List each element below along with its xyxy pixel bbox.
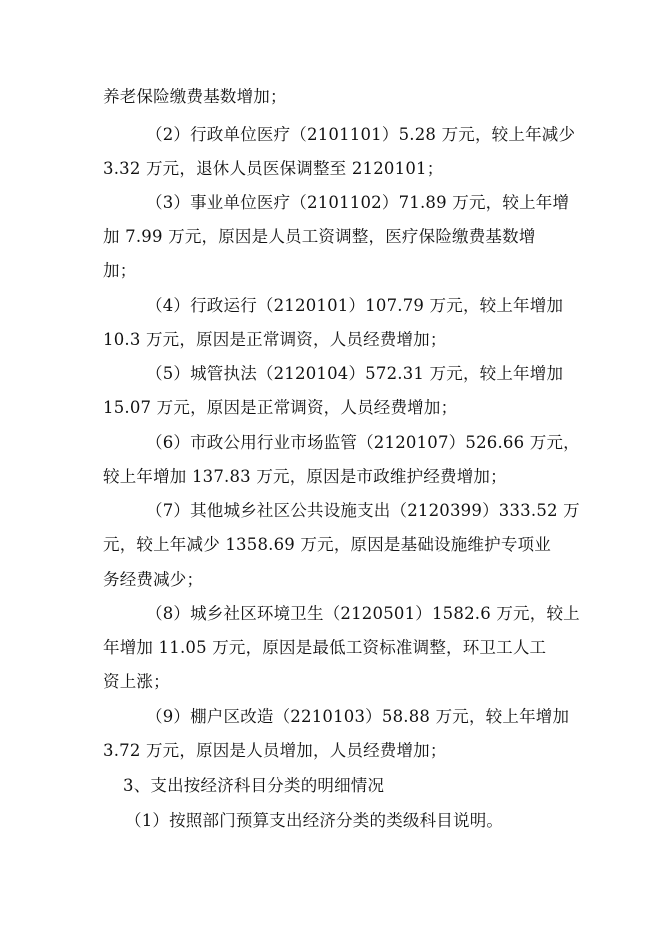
text-line: （7）其他城乡社区公共设施支出（2120399）333.52 万: [146, 501, 580, 520]
text-line: 年增加 11.05 万元，原因是最低工资标准调整，环卫工人工: [103, 638, 547, 657]
text-line: 养老保险缴费基数增加；: [103, 87, 287, 106]
text-line: 元，较上年减少 1358.69 万元，原因是基础设施维护专项业: [103, 535, 551, 554]
text-line: 务经费减少；: [103, 570, 204, 589]
section-heading: 3、支出按经济科目分类的明细情况: [123, 776, 385, 795]
text-line: （6）市政公用行业市场监管（2120107）526.66 万元，: [146, 433, 580, 452]
text-line: 3.72 万元，原因是人员增加，人员经费增加；: [103, 741, 447, 760]
text-line: （5）城管执法（2120104）572.31 万元，较上年增加: [146, 364, 564, 383]
text-line: （4）行政运行（2120101）107.79 万元，较上年增加: [146, 296, 564, 315]
text-line: 加；: [103, 261, 137, 280]
text-line: （8）城乡社区环境卫生（2120501）1582.6 万元，较上: [146, 604, 580, 623]
text-line: （2）行政单位医疗（2101101）5.28 万元，较上年减少: [146, 125, 576, 144]
text-line: 10.3 万元，原因是正常调资，人员经费增加；: [103, 330, 447, 349]
text-line: 资上涨；: [103, 672, 170, 691]
text-line: （1）按照部门预算支出经济分类的类级科目说明。: [125, 811, 504, 830]
text-line: 加 7.99 万元，原因是人员工资调整，医疗保险缴费基数增: [103, 227, 536, 246]
text-line: （3）事业单位医疗（2101102）71.89 万元，较上年增: [146, 193, 570, 212]
text-line: 3.32 万元，退休人员医保调整至 2120101；: [103, 159, 444, 178]
text-line: （9）棚户区改造（2210103）58.88 万元，较上年增加: [146, 707, 570, 726]
text-line: 15.07 万元，原因是正常调资，人员经费增加；: [103, 398, 458, 417]
text-line: 较上年增加 137.83 万元，原因是市政维护经费增加；: [103, 467, 507, 486]
